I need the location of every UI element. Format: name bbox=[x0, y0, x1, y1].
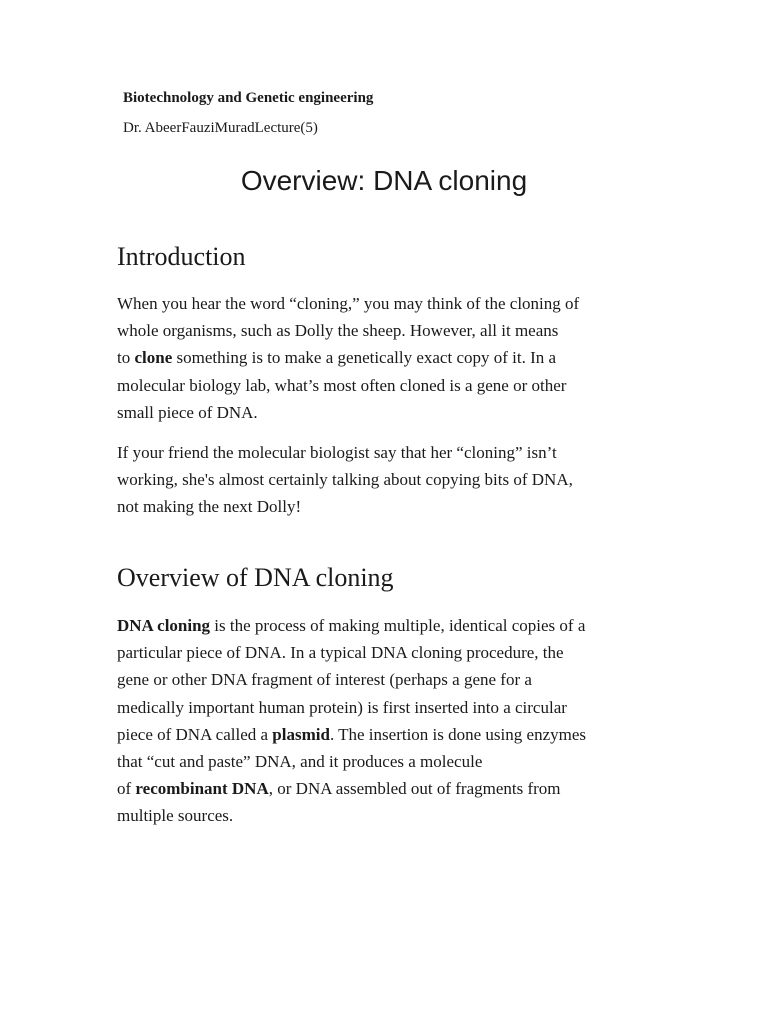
bold-term: plasmid bbox=[272, 724, 330, 744]
paragraph-line: medically important human protein) is first inserted into a circular bbox=[117, 697, 567, 717]
paragraph-line: whole organisms, such as Dolly the sheep. However, all it means bbox=[117, 321, 559, 341]
page-title: Overview: DNA cloning bbox=[240, 165, 528, 196]
section-heading-overview: Overview of DNA cloning bbox=[117, 563, 394, 592]
paragraph-line: piece of DNA called a plasmid. The insertion is done using enzymes bbox=[117, 724, 586, 744]
section-heading-introduction: Introduction bbox=[117, 242, 246, 271]
paragraph-line: When you hear the word “cloning,” you may think of the cloning of bbox=[117, 294, 580, 313]
paragraph-line: gene or other DNA fragment of interest (perhaps a gene for a bbox=[117, 670, 532, 690]
bold-term: clone bbox=[134, 348, 173, 368]
paragraph-line: multiple sources. bbox=[117, 806, 234, 826]
paragraph-line: to clone something is to make a genetically exact copy of it. In a bbox=[117, 348, 557, 368]
bold-term: DNA cloning bbox=[117, 616, 211, 635]
bold-term: recombinant DNA bbox=[135, 779, 269, 799]
paragraph-introduction-1 bbox=[117, 290, 677, 426]
paragraph-line: working, she's almost certainly talking about copying bits of DNA, bbox=[117, 470, 573, 490]
paragraph-line: particular piece of DNA. In a typical DNA cloning procedure, the bbox=[117, 643, 564, 663]
paragraph-line: DNA cloning is the process of making multiple, identical copies of a bbox=[117, 616, 586, 635]
paragraph-line: that “cut and paste” DNA, and it produces a molecule bbox=[117, 752, 483, 772]
paragraph-introduction-2 bbox=[117, 439, 677, 521]
paragraph-line: not making the next Dolly! bbox=[117, 497, 302, 517]
paragraph-line: small piece of DNA. bbox=[117, 402, 258, 422]
paragraph-line: If your friend the molecular biologist say that her “cloning” isn’t bbox=[117, 443, 557, 462]
paragraph-line: molecular biology lab, what’s most often cloned is a gene or other bbox=[117, 375, 567, 395]
course-title: Biotechnology and Genetic engineering bbox=[123, 90, 374, 106]
paragraph-overview-1 bbox=[117, 612, 677, 830]
lecturer-line: Dr. AbeerFauziMuradLecture(5) bbox=[123, 120, 318, 136]
paragraph-line: of recombinant DNA, or DNA assembled out of fragments from bbox=[117, 779, 561, 799]
